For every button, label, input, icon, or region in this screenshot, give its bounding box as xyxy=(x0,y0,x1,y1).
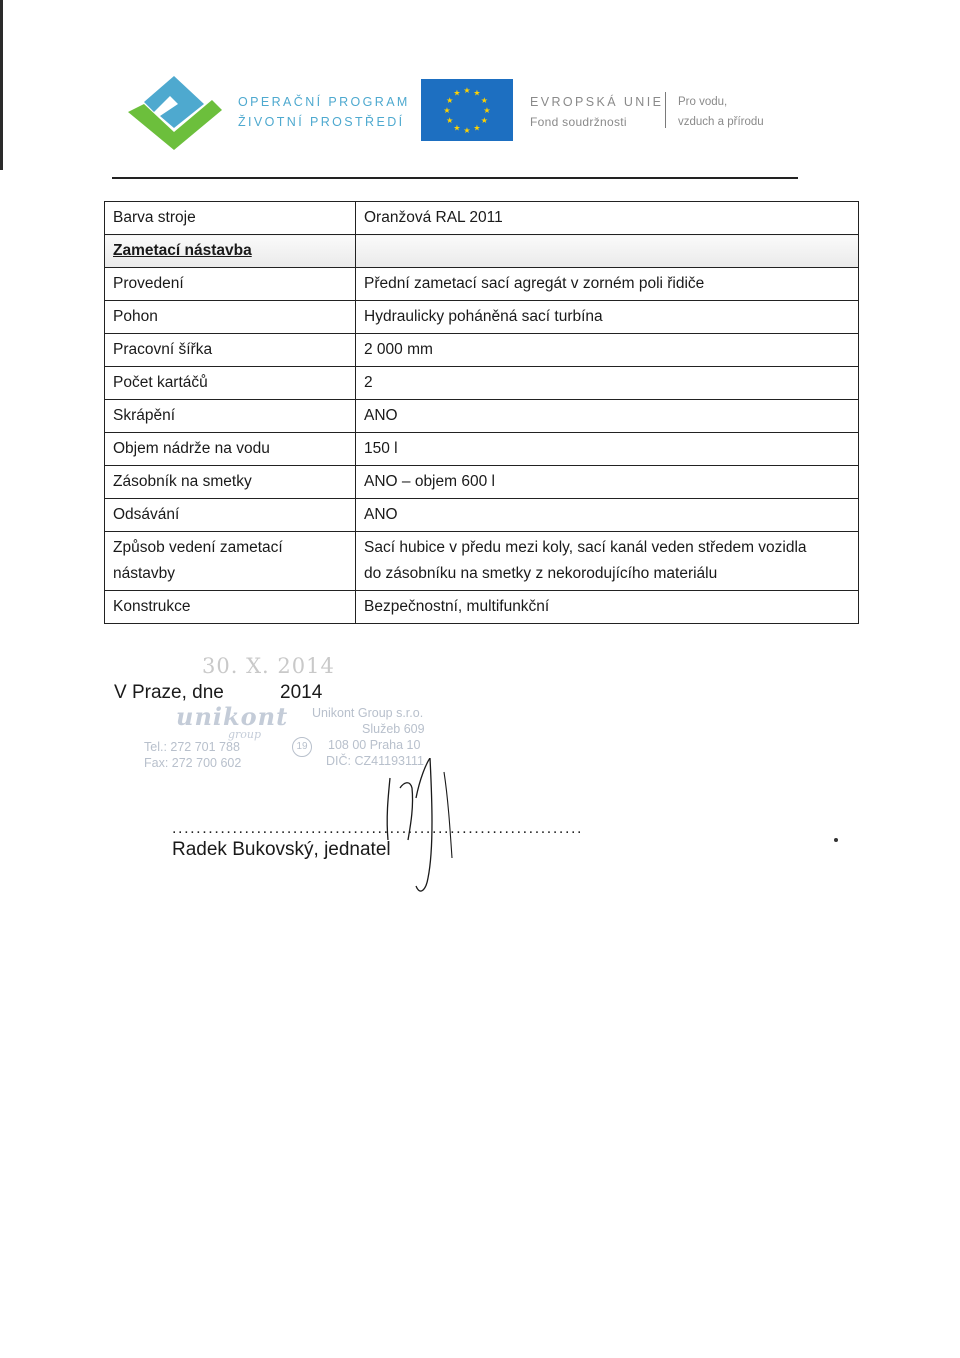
place-date-label: V Praze, dne xyxy=(114,682,224,703)
program-line-1: OPERAČNÍ PROGRAM xyxy=(238,95,410,109)
row-value-line-1: Sací hubice v předu mezi koly, sací kanál veden středem vozidla xyxy=(364,539,807,556)
row-label: Barva stroje xyxy=(105,202,356,235)
row-value-line-2: do zásobníku na smetky z nekorodujícího materiálu xyxy=(364,565,718,582)
eu-star-icon: ★ xyxy=(480,116,488,125)
stamp-district: 19 xyxy=(292,737,312,757)
operacni-program-logo-icon xyxy=(124,72,224,152)
row-value: ANO xyxy=(356,400,859,433)
eu-star-icon: ★ xyxy=(453,88,461,98)
row-value: Bezpečnostní, multifunkční xyxy=(356,591,859,624)
row-value: Hydraulicky poháněná sací turbína xyxy=(356,301,859,334)
eu-star-icon: ★ xyxy=(480,96,488,105)
stamp-tel: Tel.: 272 701 788 xyxy=(144,740,240,754)
row-value: 2 000 mm xyxy=(356,334,859,367)
motto-line-2: vzduch a přírodu xyxy=(678,116,764,128)
eu-title: EVROPSKÁ UNIE xyxy=(530,95,664,109)
table-row xyxy=(105,499,859,532)
table-row xyxy=(105,334,859,367)
eu-fund: Fond soudržnosti xyxy=(530,115,627,129)
row-value xyxy=(356,235,859,268)
row-label: Konstrukce xyxy=(105,591,356,624)
row-value: 2 xyxy=(356,367,859,400)
scan-speck xyxy=(834,838,838,842)
eu-star-icon: ★ xyxy=(473,123,481,133)
program-name xyxy=(238,92,410,132)
eu-star-icon: ★ xyxy=(463,126,471,135)
date-year: 2014 xyxy=(280,682,323,703)
section-heading xyxy=(105,235,356,268)
row-label-line-1: Způsob vedení zametací xyxy=(113,539,283,556)
table-row xyxy=(105,202,859,235)
row-value: ANO – objem 600 l xyxy=(356,466,859,499)
row-value: ANO xyxy=(356,499,859,532)
row-label: Pohon xyxy=(105,301,356,334)
row-label: Odsávání xyxy=(105,499,356,532)
row-label: Skrápění xyxy=(105,400,356,433)
eu-star-icon: ★ xyxy=(483,106,491,115)
section-label: Zametací nástavba xyxy=(113,242,252,259)
row-label: Pracovní šířka xyxy=(105,334,356,367)
table-row xyxy=(105,301,859,334)
eu-star-icon: ★ xyxy=(446,116,454,125)
eu-flag-icon xyxy=(421,79,513,141)
program-line-2: ŽIVOTNÍ PROSTŘEDÍ xyxy=(238,115,405,129)
header-rule xyxy=(112,177,798,179)
row-label: Objem nádrže na vodu xyxy=(105,433,356,466)
row-label-line-2: nástavby xyxy=(113,565,176,582)
signer-name: Radek Bukovský, jednatel xyxy=(172,839,391,860)
stamp-street: Služeb 609 xyxy=(362,722,425,736)
section-row xyxy=(105,235,859,268)
table-row xyxy=(105,367,859,400)
table-row xyxy=(105,400,859,433)
eu-star-icon: ★ xyxy=(453,123,461,133)
stamp-company: Unikont Group s.r.o. xyxy=(312,706,424,720)
eu-star-icon: ★ xyxy=(463,86,471,95)
handwritten-signature xyxy=(360,758,470,898)
row-label: Počet kartáčů xyxy=(105,367,356,400)
signature-dotted-line: .................................................................... xyxy=(172,820,584,837)
row-value xyxy=(356,532,859,591)
motto-line-1: Pro vodu, xyxy=(678,96,728,108)
row-value: Přední zametací sací agregát v zorném poli řidiče xyxy=(356,268,859,301)
table-row xyxy=(105,433,859,466)
stamp-fax: Fax: 272 700 602 xyxy=(144,756,242,770)
table-row xyxy=(105,591,859,624)
header-divider xyxy=(665,92,666,128)
stamp-dic: DIČ: CZ41193111 xyxy=(326,754,424,768)
row-label: Zásobník na smetky xyxy=(105,466,356,499)
eu-label xyxy=(530,92,663,132)
table-row xyxy=(105,466,859,499)
eu-star-icon: ★ xyxy=(446,96,454,105)
unikont-logo: unikont xyxy=(176,702,289,731)
eu-star-icon: ★ xyxy=(473,88,481,98)
row-value: 150 l xyxy=(356,433,859,466)
received-date-stamp: 30. X. 2014 xyxy=(202,654,335,678)
table-row xyxy=(105,532,859,591)
table-row xyxy=(105,268,859,301)
eu-star-icon: ★ xyxy=(443,106,451,115)
document-header xyxy=(0,0,960,190)
row-value: Oranžová RAL 2011 xyxy=(356,202,859,235)
stamp-city: 108 00 Praha 10 xyxy=(328,738,421,752)
unikont-logo-group: group xyxy=(228,728,262,741)
spec-table xyxy=(104,201,859,624)
row-label xyxy=(105,532,356,591)
program-motto xyxy=(678,92,764,132)
row-label: Provedení xyxy=(105,268,356,301)
